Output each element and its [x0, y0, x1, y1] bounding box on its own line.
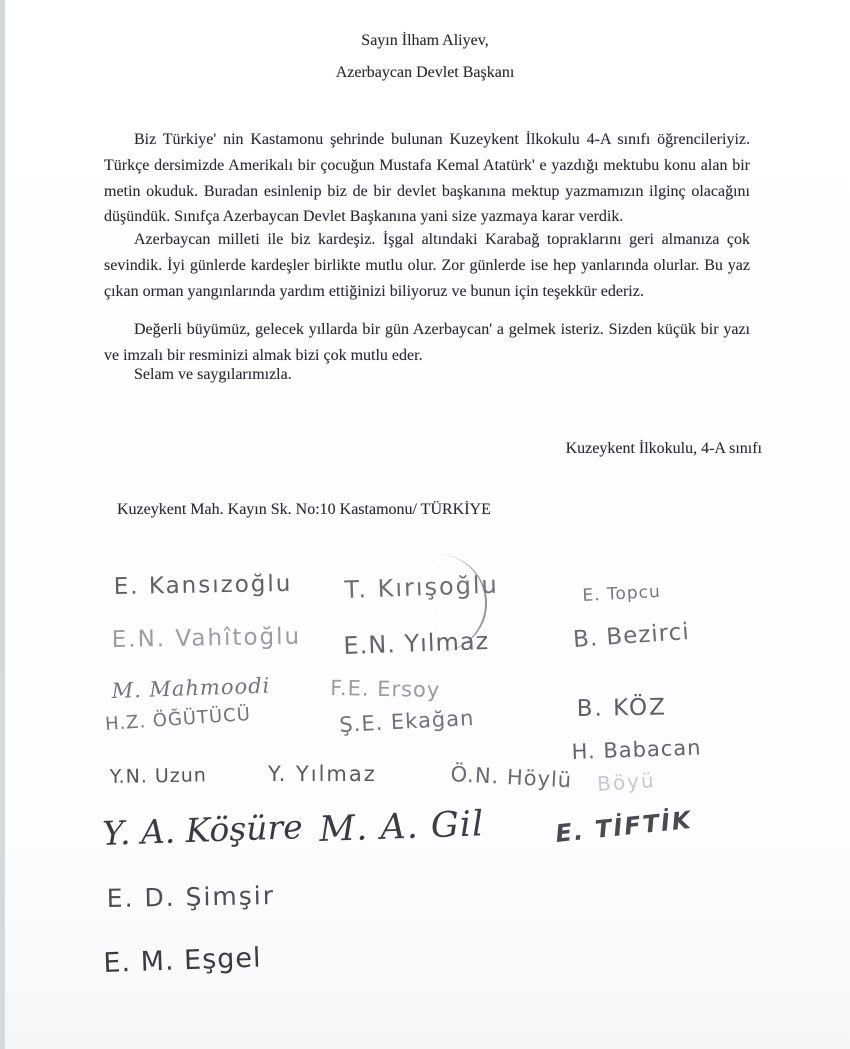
salutation-title: Azerbaycan Devlet Başkanı — [335, 64, 515, 81]
closing-line: Selam ve saygılarımızla. — [134, 366, 292, 383]
signature-19: E. TİFTİK — [554, 805, 694, 848]
signature-5: E.N. Yılmaz — [343, 626, 490, 660]
signature-7: M. Mahmoodi — [111, 673, 271, 703]
paragraph-2: Azerbaycan milleti ile biz kardeşiz. İşgal altındaki Karabağ topraklarını geri almanıza çok sevindik. İyi günlerde kardeşler birlikte mutlu olur. Zor günlerde ise hep yanlarında olurlar. Bu yaz çıkan orman yangınlarında yardım ettiğinizi biliyoruz ve bunun için teşekkür ederiz. — [104, 231, 750, 300]
paragraph-3: Değerli büyümüz, gelecek yıllarda bir gün Azerbaycan' a gelmek isteriz. Sizden küçük bir yazı ve imzalı bir resminizi almak bizi çok mutlu eder. — [104, 321, 750, 364]
signature-1: E. Kansızoğlu — [113, 570, 293, 600]
signature-20: E. D. Şimşir — [106, 881, 276, 913]
signature-9: B. KÖZ — [576, 694, 668, 722]
signoff-class-name: Kuzeykent İlkokulu, 4-A sınıfı — [565, 440, 762, 457]
scan-edge-shadow — [0, 0, 5, 1049]
address-line: Kuzeykent Mah. Kayın Sk. No:10 Kastamonu/ TÜRKİYE — [117, 501, 491, 518]
signature-13: Y.N. Uzun — [109, 764, 208, 788]
paragraph-1: Biz Türkiye' nin Kastamonu şehrinde bulunan Kuzeykent İlkokulu 4-A sınıfı öğrencileriyiz. Türkçe dersimizde Amerikalı bir çocuğun Mustafa Kemal Atatürk' e yazdığı mektubu konu alan bir metin okuduk. Buradan esinlenip biz de bir devlet başkanına mektup yazmamızın ilginç olacağını düşündük. Sınıfça Azerbaycan Devlet Başkanına yani size yazmaya karar verdik. — [104, 131, 750, 226]
signature-11: Ş.E. Ekağan — [338, 705, 475, 737]
signature-21: E. M. Eşgel — [102, 942, 262, 979]
signature-2: T. Kırışoğlu — [344, 570, 500, 604]
signature-8: F.E. Ersoy — [330, 676, 441, 702]
signature-15: Ö.N. Höylü — [450, 762, 573, 793]
erased-signature: Böyü — [596, 767, 657, 796]
salutation-recipient: Sayın İlham Aliyev, — [361, 32, 489, 49]
signature-12: H. Babacan — [571, 735, 702, 764]
signature-14: Y. Yılmaz — [268, 762, 377, 786]
signature-4: E.N. Vahîtoğlu — [111, 623, 302, 653]
signature-6: B. Bezirci — [572, 618, 691, 653]
signature-18: M. A. Gil — [318, 804, 485, 850]
signature-17: Y. A. Köşüre — [101, 807, 304, 853]
signature-10: H.Z. ÖĞÜTÜCÜ — [104, 703, 252, 735]
signature-3: E. Topcu — [581, 581, 662, 606]
